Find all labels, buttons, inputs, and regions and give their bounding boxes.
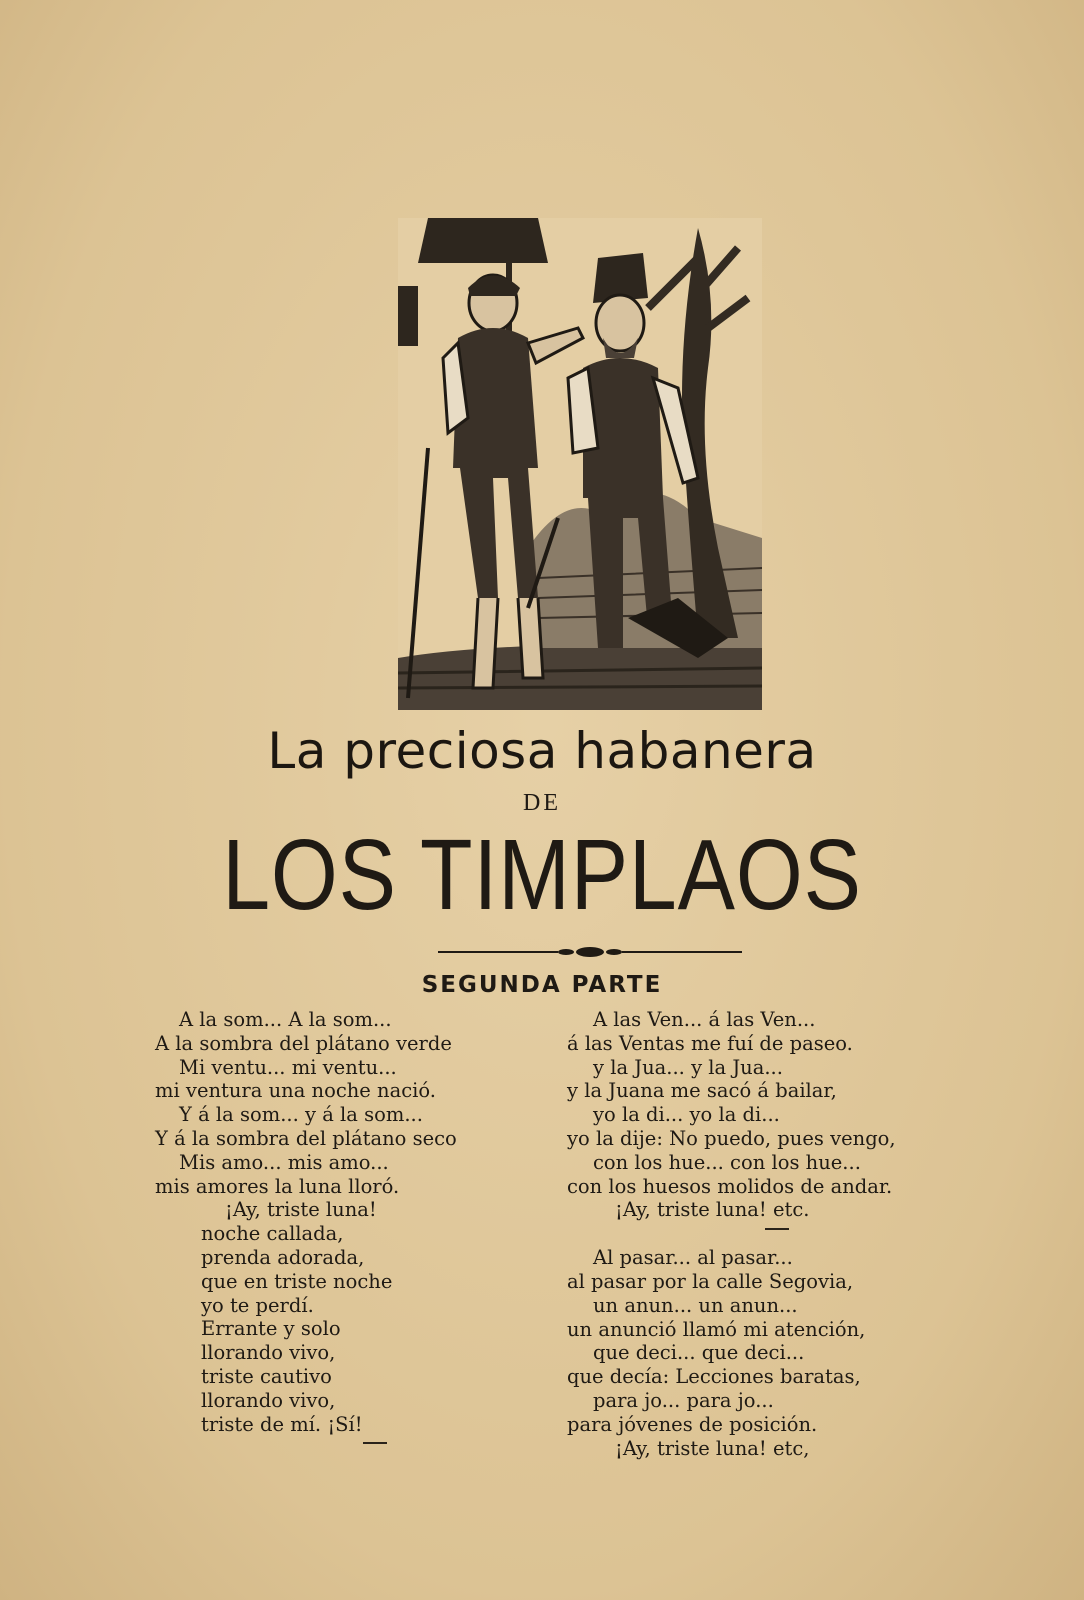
verse-line: triste cautivo — [201, 1364, 332, 1388]
verse-line: al pasar por la calle Segovia, — [567, 1269, 854, 1293]
part-heading: SEGUNDA PARTE — [421, 972, 663, 998]
verse-line: yo la dije: No puedo, pues vengo, — [567, 1126, 896, 1150]
verse-line: Y á la sombra del plátano seco — [155, 1126, 457, 1150]
verse-line: Mis amo... mis amo... — [179, 1150, 389, 1174]
song-title: La preciosa habanera — [267, 722, 817, 780]
separator-dash — [363, 1442, 387, 1444]
verse-line: y la Juana me sacó á bailar, — [567, 1079, 837, 1103]
verse-line: llorando vivo, — [201, 1341, 336, 1365]
verse-line: con los hue... con los hue... — [593, 1150, 861, 1174]
divider-ornament — [438, 944, 742, 960]
verse-line: con los huesos molidos de andar. — [567, 1174, 893, 1198]
verse-line: un anunció llamó mi atención, — [567, 1317, 866, 1341]
verse-line: Errante y solo — [201, 1317, 341, 1341]
woodcut-illustration — [398, 218, 762, 710]
verse-line: Al pasar... al pasar... — [593, 1246, 793, 1270]
verse-line: prenda adorada, — [201, 1245, 365, 1269]
verse-line: llorando vivo, — [201, 1388, 336, 1412]
verse-line: ¡Ay, triste luna! — [225, 1198, 377, 1222]
verse-line: A la som... A la som... — [179, 1008, 392, 1031]
verse-line: yo la di... yo la di... — [593, 1103, 780, 1127]
title-connector: DE — [523, 790, 561, 816]
verse-line: un anun... un anun... — [593, 1293, 798, 1317]
verse-line: noche callada, — [201, 1222, 344, 1246]
verse-line: y la Jua... y la Jua... — [593, 1055, 783, 1079]
main-title: LOS TIMPLAOS — [222, 819, 862, 931]
verse-line: ¡Ay, triste luna! etc, — [615, 1436, 810, 1460]
verse-line: mis amores la luna lloró. — [155, 1174, 400, 1198]
verse-line: A las Ven... á las Ven... — [593, 1008, 816, 1031]
verse-line: para jóvenes de posición. — [567, 1412, 818, 1436]
verse-line: mi ventura una noche nació. — [155, 1079, 436, 1103]
verse-column-left — [155, 1008, 457, 1444]
verse-line: triste de mí. ¡Sí! — [201, 1412, 363, 1436]
verse-line: á las Ventas me fuí de paseo. — [567, 1031, 853, 1055]
verse-column-right — [567, 1008, 896, 1460]
verse-line: que decía: Lecciones baratas, — [567, 1365, 861, 1389]
verse-line: A la sombra del plátano verde — [155, 1031, 452, 1055]
verse-line: que deci... que deci... — [593, 1341, 805, 1365]
verse-line: yo te perdí. — [201, 1293, 314, 1317]
verse-line: que en triste noche — [201, 1269, 393, 1293]
verse-line: ¡Ay, triste luna! etc. — [615, 1198, 810, 1222]
verse-line: Y á la som... y á la som... — [179, 1103, 423, 1127]
verse-line: Mi ventu... mi ventu... — [179, 1055, 397, 1079]
verse-line: para jo... para jo... — [593, 1388, 774, 1412]
